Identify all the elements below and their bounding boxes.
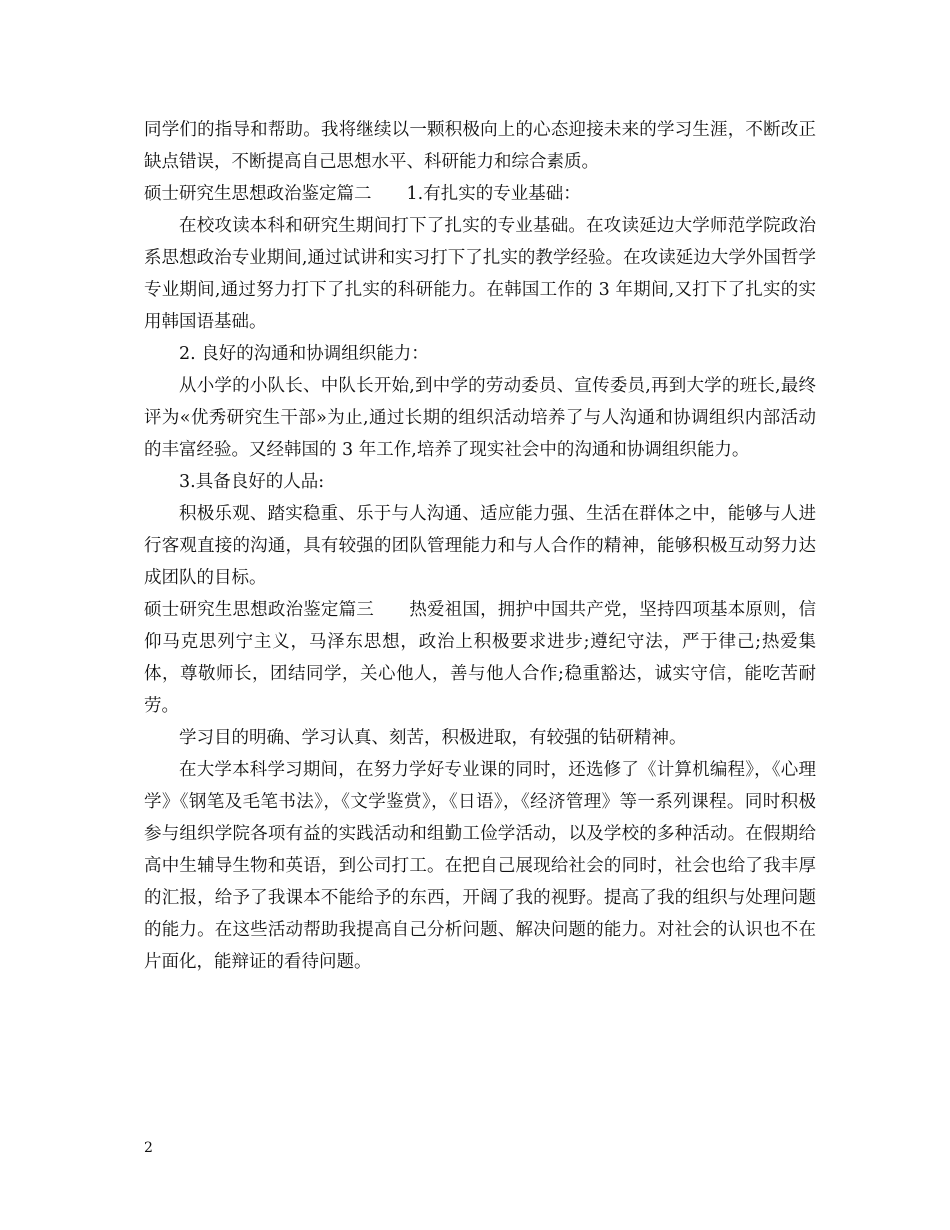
document-body [144, 114, 816, 978]
paragraph: 学习目的明确、学习认真、刻苦，积极进取，有较强的钻研精神。 [179, 728, 687, 748]
paragraph: 积极乐观、踏实稳重、乐于与人沟通、适应能力强、生活在群体之中，能够与人进行客观直接的沟通，具有较强的团队管理能力和与人合作的精神，能够积极互动努力达成团队的目标。 [144, 504, 816, 588]
paragraph: 在大学本科学习期间，在努力学好专业课的同时，还选修了《计算机编程》，《心理学》《钢笔及毛笔书法》，《文学鉴赏》，《日语》，《经济管理》等一系列课程。同时积极参与组织学院各项有益的实践活动和组勤工俭学活动，以及学校的多种活动。在假期给高中生辅导生物和英语，到公司打工。在把自己展现给社会的同时，社会也给了我丰厚的汇报，给予了我课本不能给予的东西，开阔了我的视野。提高了我的组织与处理问题的能力。在这些活动帮助我提高自己分析问题、解决问题的能力。对社会的认识也不在片面化，能辩证的看待问题。 [144, 760, 816, 972]
section-heading-paragraph: 硕士研究生思想政治鉴定篇二 1.有扎实的专业基础： [144, 184, 581, 204]
list-heading: 2. 良好的沟通和协调组织能力： [179, 344, 429, 364]
page-number: 2 [144, 1140, 153, 1156]
paragraph: 在校攻读本科和研究生期间打下了扎实的专业基础。在攻读延边大学师范学院政治系思想政治专业期间,通过试讲和实习打下了扎实的教学经验。在攻读延边大学外国哲学专业期间,通过努力打下了扎实的科研能力。在韩国工作的 3 年期间,又打下了扎实的实用韩国语基础。 [144, 216, 816, 332]
section-heading-paragraph: 硕士研究生思想政治鉴定篇三 热爱祖国，拥护中国共产党，坚持四项基本原则，信仰马克思列宁主义，马泽东思想，政治上积极要求进步;遵纪守法，严于律己;热爱集体，尊敬师长，团结同学，关心他人，善与他人合作;稳重豁达，诚实守信，能吃苦耐劳。 [144, 600, 816, 716]
list-heading: 3.具备良好的人品: [179, 472, 325, 492]
paragraph: 同学们的指导和帮助。我将继续以一颗积极向上的心态迎接未来的学习生涯，不断改正缺点错误，不断提高自己思想水平、科研能力和综合素质。 [144, 120, 816, 172]
paragraph: 从小学的小队长、中队长开始,到中学的劳动委员、宣传委员,再到大学的班长,最终评为«优秀研究生干部»为止,通过长期的组织活动培养了与人沟通和协调组织内部活动的丰富经验。又经韩国的 3 年工作,培养了现实社会中的沟通和协调组织能力。 [144, 376, 816, 460]
